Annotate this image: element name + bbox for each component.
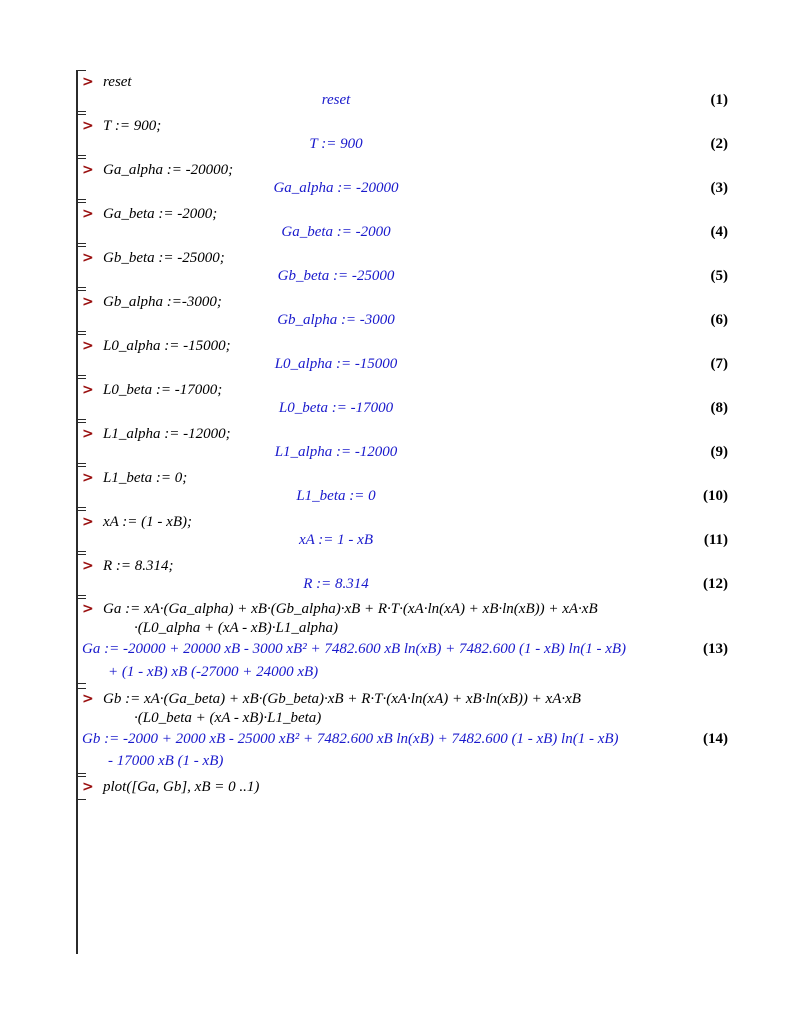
- gb-output-line-1: Gb := -2000 + 2000 xB - 25000 xB² + 7482.600 xB ln(xB) + 7482.600 (1 - xB) ln(1 - xB): [82, 731, 619, 747]
- command-input[interactable]: L1_alpha := -12000;: [103, 426, 231, 442]
- prompt-marker: >: [82, 601, 94, 617]
- gb-input-line-2[interactable]: ·(L0_beta + (xA - xB)·L1_beta): [134, 710, 322, 726]
- equation-label: (11): [703, 532, 728, 548]
- prompt-marker: >: [82, 118, 94, 134]
- equation-label: (8): [710, 400, 728, 416]
- execution-group: [76, 554, 776, 596]
- prompt-marker: >: [82, 779, 94, 795]
- ga-input-line-2[interactable]: ·(L0_alpha + (xA - xB)·L1_alpha): [134, 620, 338, 636]
- command-input[interactable]: L0_beta := -17000;: [103, 382, 223, 398]
- command-input[interactable]: xA := (1 - xB);: [103, 514, 192, 530]
- command-input[interactable]: L0_alpha := -15000;: [103, 338, 231, 354]
- equation-label: (2): [710, 136, 728, 152]
- execution-group: [76, 422, 776, 464]
- command-output: xA := 1 - xB: [299, 532, 373, 548]
- execution-group: [76, 510, 776, 552]
- command-output: R := 8.314: [303, 576, 369, 592]
- equation-label: (14): [703, 731, 728, 747]
- prompt-marker: >: [82, 250, 94, 266]
- execution-group: [76, 290, 776, 332]
- ga-input-line-1[interactable]: Ga := xA·(Ga_alpha) + xB·(Gb_alpha)·xB + R·T·(xA·ln(xA) + xB·ln(xB)) + xA·xB: [103, 601, 598, 617]
- equation-label: (5): [710, 268, 728, 284]
- prompt-marker: >: [82, 470, 94, 486]
- command-output: reset: [321, 92, 351, 108]
- prompt-marker: >: [82, 558, 94, 574]
- equation-label: (7): [710, 356, 728, 372]
- equation-label: (10): [703, 488, 728, 504]
- equation-label: (9): [710, 444, 728, 460]
- equation-label: (4): [710, 224, 728, 240]
- prompt-marker: >: [82, 691, 94, 707]
- equation-label: (3): [710, 180, 728, 196]
- command-output: T := 900: [309, 136, 363, 152]
- prompt-marker: >: [82, 338, 94, 354]
- execution-group: [76, 202, 776, 244]
- command-input[interactable]: L1_beta := 0;: [103, 470, 188, 486]
- execution-group-ga: [76, 598, 776, 684]
- gb-input-line-1[interactable]: Gb := xA·(Ga_beta) + xB·(Gb_beta)·xB + R·T·(xA·ln(xA) + xB·ln(xB)) + xA·xB: [103, 691, 581, 707]
- execution-group-gb: [76, 688, 776, 774]
- command-output: Ga_alpha := -20000: [273, 180, 399, 196]
- execution-group: [76, 114, 776, 156]
- command-input[interactable]: R := 8.314;: [103, 558, 174, 574]
- ga-output-line-1: Ga := -20000 + 20000 xB - 3000 xB² + 7482.600 xB ln(xB) + 7482.600 (1 - xB) ln(1 - xB): [82, 641, 627, 657]
- equation-label: (12): [703, 576, 728, 592]
- command-output: Gb_beta := -25000: [277, 268, 395, 284]
- equation-label: (13): [703, 641, 728, 657]
- command-input[interactable]: Ga_beta := -2000;: [103, 206, 218, 222]
- execution-group: [76, 246, 776, 288]
- command-output: Gb_alpha := -3000: [277, 312, 395, 328]
- plot-input[interactable]: plot([Ga, Gb], xB = 0 ..1): [103, 779, 260, 795]
- gb-output-line-2: - 17000 xB (1 - xB): [108, 753, 224, 769]
- execution-group: [76, 378, 776, 420]
- execution-group-plot: [76, 776, 776, 800]
- command-output: L0_beta := -17000: [278, 400, 394, 416]
- command-output: Ga_beta := -2000: [281, 224, 391, 240]
- command-output: L0_alpha := -15000: [274, 356, 398, 372]
- execution-group: [76, 466, 776, 508]
- command-input[interactable]: Gb_beta := -25000;: [103, 250, 225, 266]
- equation-label: (6): [710, 312, 728, 328]
- ga-output-line-2: + (1 - xB) xB (-27000 + 24000 xB): [108, 664, 319, 680]
- command-input[interactable]: T := 900;: [103, 118, 162, 134]
- command-input[interactable]: Ga_alpha := -20000;: [103, 162, 234, 178]
- prompt-marker: >: [82, 426, 94, 442]
- prompt-marker: >: [82, 162, 94, 178]
- prompt-marker: >: [82, 74, 94, 90]
- prompt-marker: >: [82, 206, 94, 222]
- command-input[interactable]: Gb_alpha :=-3000;: [103, 294, 222, 310]
- prompt-marker: >: [82, 294, 94, 310]
- prompt-marker: >: [82, 514, 94, 530]
- command-input[interactable]: reset: [103, 74, 132, 90]
- command-output: L1_alpha := -12000: [274, 444, 398, 460]
- execution-group: [76, 158, 776, 200]
- command-output: L1_beta := 0: [296, 488, 376, 504]
- execution-group: [76, 70, 776, 112]
- equation-label: (1): [710, 92, 728, 108]
- execution-group: [76, 334, 776, 376]
- prompt-marker: >: [82, 382, 94, 398]
